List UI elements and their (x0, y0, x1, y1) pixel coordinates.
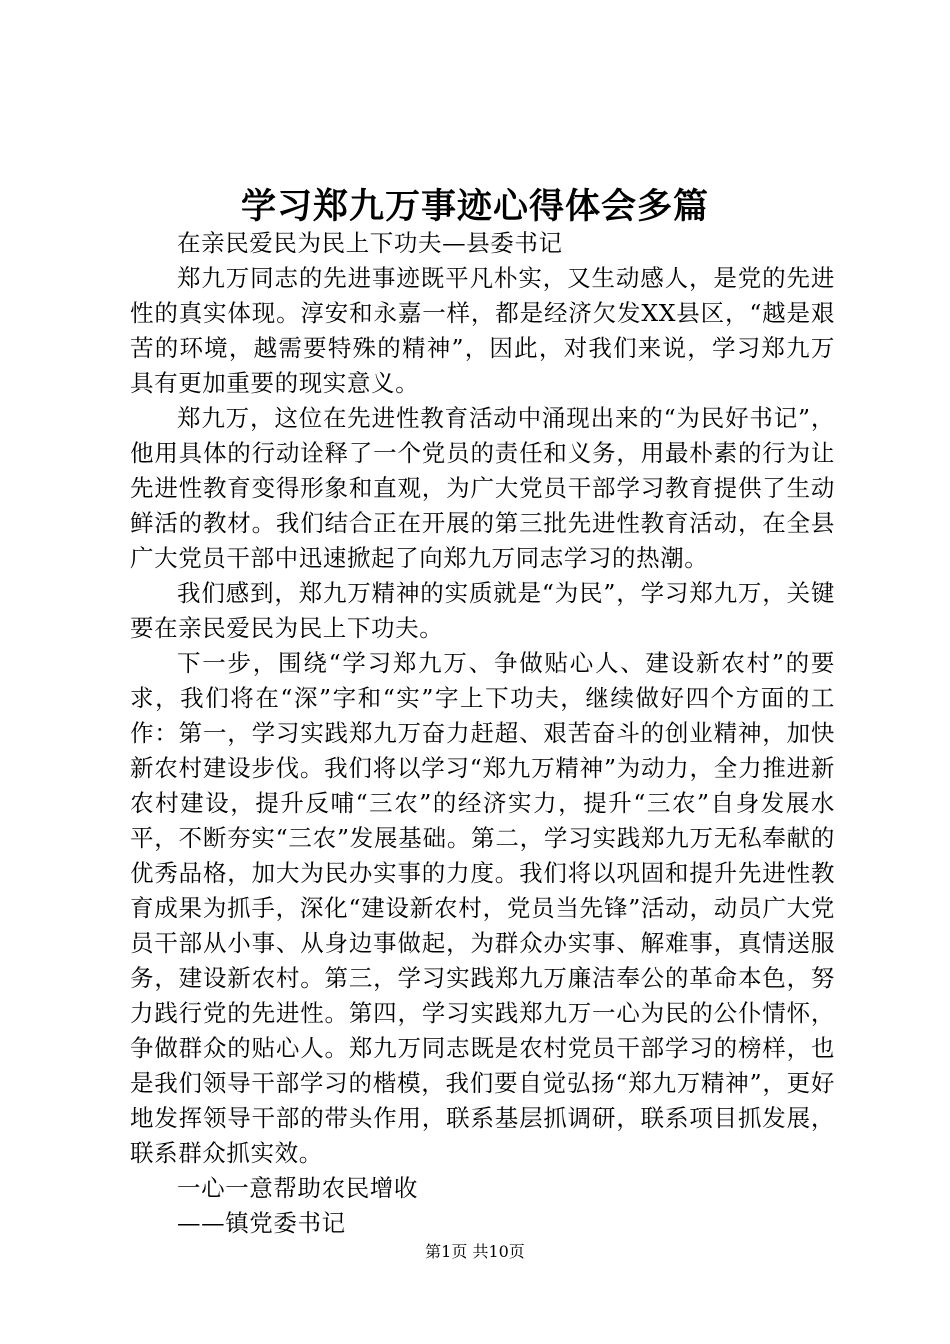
page-number-footer: 第1页 共10页 (425, 1242, 525, 1261)
document-body (130, 226, 835, 1241)
paragraph: 我们感到，郑九万精神的实质就是“为民”，学习郑九万，关键要在亲民爱民为民上下功夫。 (130, 579, 835, 642)
paragraph: 郑九万同志的先进事迹既平凡朴实，又生动感人，是党的先进性的真实体现。淳安和永嘉一样，都是经济欠发XX县区，“越是艰苦的环境，越需要特殊的精神”，因此，对我们来说，学习郑九万具有更加重要的现实意义。 (130, 264, 835, 397)
section-heading: 一心一意帮助农民增收 (177, 1174, 418, 1202)
section-author: ——镇党委书记 (177, 1209, 346, 1237)
paragraph: 郑九万，这位在先进性教育活动中涌现出来的“为民好书记”，他用具体的行动诠释了一个党员的责任和义务，用最朴素的行为让先进性教育变得形象和直观，为广大党员干部学习教育提供了生动鲜活的教材。我们结合正在开展的第三批先进性教育活动，在全县广大党员干部中迅速掀起了向郑九万同志学习的热潮。 (130, 404, 835, 572)
section-heading: 在亲民爱民为民上下功夫—县委书记 (177, 229, 563, 257)
paragraph: 下一步，围绕“学习郑九万、争做贴心人、建设新农村”的要求，我们将在“深”字和“实”字上下功夫，继续做好四个方面的工作：第一，学习实践郑九万奋力赶超、艰苦奋斗的创业精神，加快新农村建设步伐。我们将以学习“郑九万精神”为动力，全力推进新农村建设，提升反哺“三农”的经济实力，提升“三农”自身发展水平，不断夯实“三农”发展基础。第二，学习实践郑九万无私奉献的优秀品格，加大为民办实事的力度。我们将以巩固和提升先进性教育成果为抓手，深化“建设新农村，党员当先锋”活动，动员广大党员干部从小事、从身边事做起，为群众办实事、解难事，真情送服务，建设新农村。第三，学习实践郑九万廉洁奉公的革命本色，努力践行党的先进性。第四，学习实践郑九万一心为民的公仆情怀，争做群众的贴心人。郑九万同志既是农村党员干部学习的榜样，也是我们领导干部学习的楷模，我们要自觉弘扬“郑九万精神”，更好地发挥领导干部的带头作用，联系基层抓调研，联系项目抓发展，联系群众抓实效。 (130, 649, 835, 1167)
document-title: 学习郑九万事迹心得体会多篇 (240, 186, 709, 227)
